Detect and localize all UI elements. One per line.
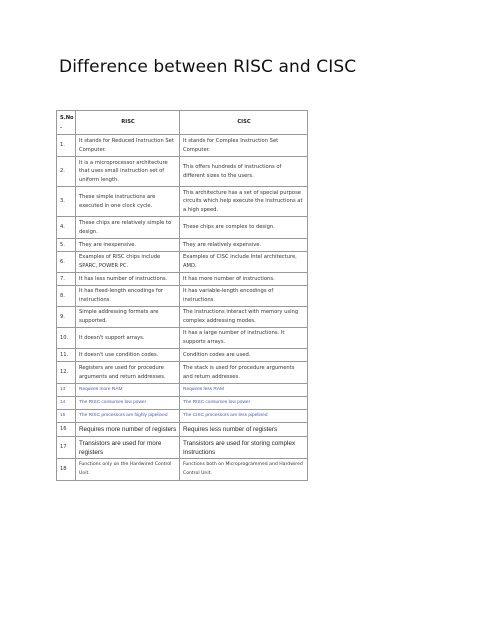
row-number: 7. [57, 273, 76, 286]
risc-cell: It has less number of instructions. [76, 273, 180, 286]
risc-cell: The RISC processors are highly pipelined [76, 410, 180, 423]
table-row [57, 307, 308, 328]
row-number: 13 [57, 384, 76, 397]
cisc-cell: This offers hundreds of instructions of different sizes to the users. [180, 157, 308, 187]
table-row [57, 437, 308, 459]
risc-cell: Registers are used for procedure arguments and return addresses. [76, 362, 180, 384]
cisc-cell: Condition codes are used. [180, 349, 308, 362]
table-row [57, 384, 308, 397]
cisc-cell: The stack is used for procedure arguments and return addresses. [180, 362, 308, 384]
risc-cell: It is a microprocessor architecture that uses small instruction set of uniform length. [76, 157, 180, 187]
row-number: 10. [57, 328, 76, 349]
cisc-cell: It has more number of instructions. [180, 273, 308, 286]
row-number: 5. [57, 239, 76, 252]
header-sno: S.No . [57, 111, 76, 135]
table-row [57, 328, 308, 349]
cisc-cell: Examples of CISC include Intel architecture, AMD. [180, 252, 308, 273]
table-row [57, 157, 308, 187]
table-row [57, 397, 308, 410]
table-row [57, 252, 308, 273]
cisc-cell: It stands for Complex Instruction Set Computer. [180, 135, 308, 157]
row-number: 3. [57, 187, 76, 217]
row-number: 17 [57, 437, 76, 459]
row-number: 16 [57, 423, 76, 437]
table-row [57, 349, 308, 362]
risc-cell: It doesn't support arrays. [76, 328, 180, 349]
risc-cell: Functions only on the Hardwired Control Unit. [76, 459, 180, 481]
risc-cell: These simple instructions are executed in one clock cycle. [76, 187, 180, 217]
row-number: 8. [57, 286, 76, 307]
risc-cell: Requires more number of registers [76, 423, 180, 437]
risc-cell: Examples of RISC chips include SPARC, POWER PC. [76, 252, 180, 273]
page-title: Difference between RISC and CISC [59, 57, 357, 77]
risc-cell: Requires more RAM [76, 384, 180, 397]
risc-cell: These chips are relatively simple to design. [76, 217, 180, 239]
risc-cell: It doesn't use condition codes. [76, 349, 180, 362]
row-number: 2. [57, 157, 76, 187]
cisc-cell: It has a large number of instructions. It supports arrays. [180, 328, 308, 349]
risc-cell: It has fixed-length encodings for instructions. [76, 286, 180, 307]
table-row [57, 286, 308, 307]
cisc-cell: The instructions interact with memory using complex addressing modes. [180, 307, 308, 328]
comparison-table [56, 110, 308, 481]
risc-cell: Transistors are used for more registers [76, 437, 180, 459]
table-header-row [57, 111, 308, 135]
row-number: 4. [57, 217, 76, 239]
cisc-cell: This architecture has a set of special purpose circuits which help execute the instructions at a high speed. [180, 187, 308, 217]
table-row [57, 187, 308, 217]
cisc-cell: Requires less number of registers [180, 423, 308, 437]
table-row [57, 217, 308, 239]
row-number: 9. [57, 307, 76, 328]
table-row [57, 239, 308, 252]
row-number: 15 [57, 410, 76, 423]
row-number: 14 [57, 397, 76, 410]
table-row [57, 362, 308, 384]
table-row [57, 410, 308, 423]
risc-cell: They are inexpensive. [76, 239, 180, 252]
row-number: 11. [57, 349, 76, 362]
cisc-cell: Transistors are used for storing complex Instructions [180, 437, 308, 459]
risc-cell: Simple addressing formats are supported. [76, 307, 180, 328]
table-row [57, 423, 308, 437]
cisc-cell: The CISC processors are less pipelined [180, 410, 308, 423]
cisc-cell: The RISC consumes low power [180, 397, 308, 410]
cisc-cell: They are relatively expensive. [180, 239, 308, 252]
risc-cell: The RISC consumes low power [76, 397, 180, 410]
cisc-cell: These chips are complex to design. [180, 217, 308, 239]
header-risc: RISC [76, 111, 180, 135]
row-number: 12. [57, 362, 76, 384]
table-row [57, 273, 308, 286]
row-number: 1. [57, 135, 76, 157]
risc-cell: It stands for Reduced Instruction Set Computer. [76, 135, 180, 157]
row-number: 6. [57, 252, 76, 273]
header-cisc: CISC [180, 111, 308, 135]
cisc-cell: Functions both on Microprogrammed and Hardwired Control Unit. [180, 459, 308, 481]
table-row [57, 459, 308, 481]
cisc-cell: Requires less RAM [180, 384, 308, 397]
table-row [57, 135, 308, 157]
row-number: 18 [57, 459, 76, 481]
cisc-cell: It has variable-length encodings of instructions. [180, 286, 308, 307]
